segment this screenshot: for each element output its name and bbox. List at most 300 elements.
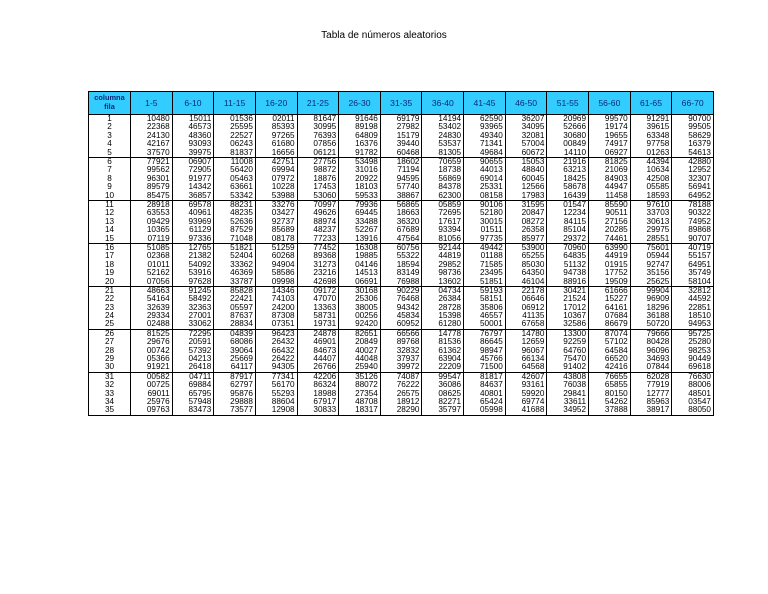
table-cell: 28290 — [380, 406, 422, 415]
table-cell: 12566 — [505, 183, 547, 191]
table-cell: 69884 — [172, 381, 214, 389]
table-cell: 77233 — [297, 234, 339, 243]
table-cell: 84115 — [547, 218, 589, 226]
table-cell: 29676 — [131, 338, 173, 346]
table-cell: 90655 — [464, 157, 506, 166]
column-header: 11-15 — [214, 92, 256, 115]
table-cell: 63213 — [547, 166, 589, 174]
table-cell: 18510 — [672, 312, 714, 320]
table-cell: 48235 — [214, 209, 256, 217]
table-cell: 25625 — [630, 277, 672, 286]
table-cell: 19655 — [589, 132, 631, 140]
table-cell: 87529 — [214, 226, 256, 234]
table-cell: 99570 — [589, 115, 631, 124]
table-cell: 90707 — [672, 234, 714, 243]
table-cell: 81647 — [297, 115, 339, 124]
row-number-cell: 32 — [89, 381, 131, 389]
table-cell: 94342 — [380, 304, 422, 312]
table-cell: 30995 — [297, 123, 339, 131]
table-cell: 14194 — [422, 115, 464, 124]
column-header: 46-50 — [505, 92, 547, 115]
table-cell: 33362 — [214, 261, 256, 269]
table-cell: 18876 — [297, 175, 339, 183]
table-cell: 46369 — [214, 269, 256, 277]
table-cell: 69014 — [464, 175, 506, 183]
table-cell: 64568 — [505, 363, 547, 372]
table-cell: 71585 — [464, 261, 506, 269]
table-cell: 01011 — [131, 261, 173, 269]
table-cell: 00742 — [131, 347, 173, 355]
row-number-cell: 19 — [89, 269, 131, 277]
table-cell: 13916 — [339, 234, 381, 243]
table-cell: 19174 — [589, 123, 631, 131]
table-cell: 69994 — [255, 166, 297, 174]
table-cell: 08272 — [505, 218, 547, 226]
table-cell: 22527 — [214, 132, 256, 140]
table-cell: 70997 — [297, 200, 339, 209]
column-header: 21-25 — [297, 92, 339, 115]
table-cell: 69011 — [131, 390, 173, 398]
table-cell: 42751 — [255, 157, 297, 166]
table-cell: 94595 — [380, 175, 422, 183]
table-cell: 71048 — [214, 234, 256, 243]
table-cell: 09172 — [297, 286, 339, 295]
table-cell: 46573 — [172, 123, 214, 131]
table-cell: 22421 — [214, 295, 256, 303]
table-cell: 72295 — [172, 329, 214, 338]
table-cell: 20591 — [172, 338, 214, 346]
table-cell: 46557 — [464, 312, 506, 320]
table-cell: 32081 — [505, 132, 547, 140]
table-cell: 51085 — [131, 243, 173, 252]
table-cell: 35797 — [422, 406, 464, 415]
table-cell: 30168 — [339, 286, 381, 295]
table-cell: 08178 — [255, 234, 297, 243]
table-cell: 16308 — [339, 243, 381, 252]
table-cell: 68086 — [214, 338, 256, 346]
table-cell: 51259 — [255, 243, 297, 252]
table-cell: 61666 — [589, 286, 631, 295]
table-cell: 33611 — [547, 398, 589, 406]
table-cell: 73577 — [214, 406, 256, 415]
table-cell: 64161 — [589, 304, 631, 312]
table-cell: 30833 — [297, 406, 339, 415]
row-number-cell: 25 — [89, 320, 131, 329]
table-cell: 90106 — [464, 200, 506, 209]
row-number-cell: 13 — [89, 218, 131, 226]
table-cell: 17617 — [422, 218, 464, 226]
table-cell: 91782 — [339, 149, 381, 158]
table-cell: 57948 — [172, 398, 214, 406]
table-cell: 59533 — [339, 192, 381, 201]
column-header: 1-5 — [131, 92, 173, 115]
row-number-cell: 14 — [89, 226, 131, 234]
row-number-cell: 10 — [89, 192, 131, 201]
table-cell: 65424 — [464, 398, 506, 406]
table-cell: 89768 — [380, 338, 422, 346]
table-cell: 32307 — [672, 175, 714, 183]
table-cell: 30613 — [630, 218, 672, 226]
table-cell: 52666 — [547, 123, 589, 131]
table-cell: 32639 — [131, 304, 173, 312]
table-cell: 91921 — [131, 363, 173, 372]
table-cell: 55157 — [672, 252, 714, 260]
table-cell: 85030 — [505, 261, 547, 269]
table-cell: 54164 — [131, 295, 173, 303]
table-cell: 02488 — [131, 320, 173, 329]
table-cell: 14513 — [339, 269, 381, 277]
table-cell: 89868 — [672, 226, 714, 234]
table-cell: 18594 — [380, 261, 422, 269]
table-cell: 31595 — [505, 200, 547, 209]
row-number-cell: 16 — [89, 243, 131, 252]
table-cell: 98872 — [297, 166, 339, 174]
table-cell: 97628 — [172, 277, 214, 286]
table-cell: 67917 — [297, 398, 339, 406]
table-cell: 26358 — [505, 226, 547, 234]
table-cell: 76222 — [380, 381, 422, 389]
table-cell: 39615 — [630, 123, 672, 131]
table-cell: 58629 — [672, 132, 714, 140]
table-cell: 47564 — [380, 234, 422, 243]
table-cell: 93965 — [464, 123, 506, 131]
table-cell: 42607 — [505, 372, 547, 381]
table-cell: 90700 — [672, 115, 714, 124]
table-cell: 17752 — [589, 269, 631, 277]
table-cell: 27354 — [339, 390, 381, 398]
table-cell: 36320 — [380, 218, 422, 226]
table-cell: 88974 — [297, 218, 339, 226]
column-header: 61-65 — [630, 92, 672, 115]
table-cell: 10365 — [131, 226, 173, 234]
table-cell: 53402 — [422, 123, 464, 131]
table-cell: 60952 — [380, 320, 422, 329]
table-cell: 94305 — [255, 363, 297, 372]
table-cell: 92144 — [422, 243, 464, 252]
table-cell: 25976 — [131, 398, 173, 406]
row-number-cell: 2 — [89, 123, 131, 131]
table-cell: 18912 — [380, 398, 422, 406]
table-cell: 12952 — [672, 166, 714, 174]
table-cell: 19731 — [297, 320, 339, 329]
table-cell: 76630 — [672, 372, 714, 381]
table-cell: 74917 — [589, 140, 631, 148]
table-cell: 89198 — [339, 123, 381, 131]
table-cell: 81056 — [422, 234, 464, 243]
table-cell: 15227 — [589, 295, 631, 303]
table-cell: 50001 — [464, 320, 506, 329]
table-cell: 27001 — [172, 312, 214, 320]
table-cell: 85977 — [505, 234, 547, 243]
table-cell: 09763 — [131, 406, 173, 415]
table-cell: 76393 — [297, 132, 339, 140]
table-cell: 54262 — [589, 398, 631, 406]
table-cell: 48237 — [297, 226, 339, 234]
table-cell: 61280 — [422, 320, 464, 329]
table-cell: 27756 — [297, 157, 339, 166]
table-cell: 03427 — [255, 209, 297, 217]
table-cell: 87308 — [255, 312, 297, 320]
table-cell: 85963 — [630, 398, 672, 406]
column-header: 66-70 — [672, 92, 714, 115]
table-cell: 87637 — [214, 312, 256, 320]
table-cell: 69578 — [172, 200, 214, 209]
header-corner-top: columna — [94, 93, 125, 103]
table-cell: 52180 — [464, 209, 506, 217]
table-cell: 17012 — [547, 304, 589, 312]
table-cell: 43808 — [547, 372, 589, 381]
table-cell: 12765 — [172, 243, 214, 252]
table-cell: 07856 — [297, 140, 339, 148]
table-cell: 98253 — [672, 347, 714, 355]
table-cell: 28551 — [630, 234, 672, 243]
table-cell: 79666 — [630, 329, 672, 338]
table-cell: 12659 — [505, 338, 547, 346]
table-cell: 15179 — [380, 132, 422, 140]
table-cell: 51851 — [464, 277, 506, 286]
table-cell: 56865 — [380, 200, 422, 209]
table-cell: 25280 — [672, 338, 714, 346]
table-cell: 44919 — [589, 252, 631, 260]
table-cell: 05998 — [464, 406, 506, 415]
row-number-cell: 27 — [89, 338, 131, 346]
table-cell: 93093 — [172, 140, 214, 148]
table-cell: 76797 — [464, 329, 506, 338]
table-cell: 81536 — [422, 338, 464, 346]
table-cell: 97265 — [255, 132, 297, 140]
table-cell: 45834 — [380, 312, 422, 320]
table-cell: 84903 — [589, 175, 631, 183]
table-cell: 06907 — [172, 157, 214, 166]
table-cell: 56869 — [422, 175, 464, 183]
table-cell: 90322 — [672, 209, 714, 217]
table-cell: 85104 — [547, 226, 589, 234]
table-cell: 39440 — [380, 140, 422, 148]
table-cell: 96909 — [630, 295, 672, 303]
table-cell: 84378 — [422, 183, 464, 191]
table-cell: 60468 — [380, 149, 422, 158]
table-cell: 44407 — [297, 355, 339, 363]
row-number-cell: 7 — [89, 166, 131, 174]
table-cell: 90511 — [589, 209, 631, 217]
table-cell: 39972 — [380, 363, 422, 372]
table-cell: 56170 — [255, 381, 297, 389]
table-cell: 44013 — [464, 166, 506, 174]
table-cell: 41688 — [505, 406, 547, 415]
row-number-cell: 34 — [89, 398, 131, 406]
table-cell: 25669 — [214, 355, 256, 363]
table-cell: 60045 — [505, 175, 547, 183]
table-cell: 06646 — [505, 295, 547, 303]
table-cell: 51132 — [547, 261, 589, 269]
table-cell: 18317 — [339, 406, 381, 415]
table-cell: 65255 — [505, 252, 547, 260]
row-number-cell: 29 — [89, 355, 131, 363]
table-cell: 37570 — [131, 149, 173, 158]
table-cell: 60672 — [505, 149, 547, 158]
table-cell: 22851 — [672, 304, 714, 312]
column-header: 56-60 — [589, 92, 631, 115]
table-cell: 53988 — [255, 192, 297, 201]
table-cell: 06243 — [214, 140, 256, 148]
table-cell: 66520 — [589, 355, 631, 363]
table-cell: 09998 — [255, 277, 297, 286]
table-cell: 85590 — [589, 200, 631, 209]
row-number-cell: 8 — [89, 175, 131, 183]
table-cell: 70960 — [547, 243, 589, 252]
table-cell: 89579 — [131, 183, 173, 191]
table-cell: 81305 — [422, 149, 464, 158]
column-header: 26-30 — [339, 92, 381, 115]
table-cell: 31273 — [297, 261, 339, 269]
table-cell: 22368 — [131, 123, 173, 131]
table-cell: 79936 — [339, 200, 381, 209]
table-cell: 53060 — [297, 192, 339, 201]
row-number-cell: 20 — [89, 277, 131, 286]
table-cell: 01915 — [589, 261, 631, 269]
table-cell: 42508 — [630, 175, 672, 183]
table-cell: 18103 — [339, 183, 381, 191]
table-cell: 77921 — [131, 157, 173, 166]
table-cell: 78188 — [672, 200, 714, 209]
table-cell: 26384 — [422, 295, 464, 303]
table-cell: 91977 — [172, 175, 214, 183]
column-header: 41-45 — [464, 92, 506, 115]
table-cell: 10480 — [131, 115, 173, 124]
table-cell: 95725 — [672, 329, 714, 338]
table-cell: 35126 — [339, 372, 381, 381]
table-cell: 69445 — [339, 209, 381, 217]
table-cell: 33703 — [630, 209, 672, 217]
table-cell: 74087 — [380, 372, 422, 381]
table-cell: 93394 — [422, 226, 464, 234]
table-cell: 05859 — [422, 200, 464, 209]
table-cell: 07972 — [255, 175, 297, 183]
table-cell: 93969 — [172, 218, 214, 226]
table-cell: 86324 — [297, 381, 339, 389]
table-cell: 63553 — [131, 209, 173, 217]
table-cell: 20969 — [547, 115, 589, 124]
table-cell: 57740 — [380, 183, 422, 191]
table-cell: 76468 — [380, 295, 422, 303]
table-cell: 63661 — [214, 183, 256, 191]
table-cell: 20847 — [505, 209, 547, 217]
table-cell: 52162 — [131, 269, 173, 277]
table-cell: 77452 — [297, 243, 339, 252]
table-cell: 08625 — [422, 390, 464, 398]
table-cell: 00725 — [131, 381, 173, 389]
table-cell: 12908 — [255, 406, 297, 415]
table-row — [89, 363, 714, 372]
row-number-cell: 6 — [89, 157, 131, 166]
table-cell: 64350 — [505, 269, 547, 277]
table-cell: 94904 — [255, 261, 297, 269]
table-cell: 40027 — [339, 347, 381, 355]
table-cell: 67689 — [380, 226, 422, 234]
table-cell: 05366 — [131, 355, 173, 363]
table-cell: 04146 — [339, 261, 381, 269]
table-cell: 17983 — [505, 192, 547, 201]
row-number-cell: 31 — [89, 372, 131, 381]
table-cell: 17453 — [297, 183, 339, 191]
table-cell: 28918 — [131, 200, 173, 209]
table-cell: 92747 — [630, 261, 672, 269]
table-cell: 64760 — [547, 347, 589, 355]
table-cell: 94738 — [547, 269, 589, 277]
table-cell: 19509 — [589, 277, 631, 286]
table-cell: 24830 — [422, 132, 464, 140]
row-number-cell: 3 — [89, 132, 131, 140]
table-cell: 98736 — [422, 269, 464, 277]
table-cell: 93161 — [505, 381, 547, 389]
table-cell: 20285 — [589, 226, 631, 234]
table-cell: 94953 — [672, 320, 714, 329]
table-cell: 52404 — [214, 252, 256, 260]
table-cell: 05585 — [630, 183, 672, 191]
table-cell: 53900 — [505, 243, 547, 252]
table-cell: 25306 — [339, 295, 381, 303]
table-cell: 91646 — [339, 115, 381, 124]
table-cell: 14110 — [547, 149, 589, 158]
table-cell: 10634 — [630, 166, 672, 174]
table-cell: 39975 — [172, 149, 214, 158]
table-cell: 29372 — [547, 234, 589, 243]
table-cell: 05944 — [630, 252, 672, 260]
table-cell: 04213 — [172, 355, 214, 363]
table-cell: 88916 — [547, 277, 589, 286]
table-cell: 11458 — [589, 192, 631, 201]
table-cell: 06927 — [589, 149, 631, 158]
table-cell: 10367 — [547, 312, 589, 320]
table-cell: 12234 — [547, 209, 589, 217]
table-cell: 51821 — [214, 243, 256, 252]
table-cell: 60756 — [380, 243, 422, 252]
table-cell: 28834 — [214, 320, 256, 329]
table-cell: 02368 — [131, 252, 173, 260]
table-cell: 14780 — [505, 329, 547, 338]
table-cell: 48501 — [672, 390, 714, 398]
table-cell: 99904 — [630, 286, 672, 295]
table-cell: 54613 — [672, 149, 714, 158]
table-cell: 61680 — [255, 140, 297, 148]
table-cell: 57392 — [172, 347, 214, 355]
table-cell: 84673 — [297, 347, 339, 355]
table-cell: 12777 — [630, 390, 672, 398]
table-cell: 72905 — [172, 166, 214, 174]
table-cell: 10228 — [255, 183, 297, 191]
table-cell: 21916 — [547, 157, 589, 166]
table-cell: 60268 — [255, 252, 297, 260]
table-cell: 70659 — [422, 157, 464, 166]
table-cell: 99505 — [672, 123, 714, 131]
table-cell: 31016 — [339, 166, 381, 174]
table-cell: 76988 — [380, 277, 422, 286]
random-numbers-table — [88, 91, 714, 416]
table-cell: 69774 — [505, 398, 547, 406]
table-cell: 00582 — [131, 372, 173, 381]
table-cell: 26418 — [172, 363, 214, 372]
table-cell: 30015 — [464, 218, 506, 226]
table-cell: 59920 — [505, 390, 547, 398]
header-corner-bottom: fila — [104, 102, 115, 111]
table-cell: 97336 — [172, 234, 214, 243]
table-cell: 42698 — [297, 277, 339, 286]
table-cell: 91402 — [547, 363, 589, 372]
table-cell: 14342 — [172, 183, 214, 191]
table-cell: 58678 — [547, 183, 589, 191]
table-cell: 71500 — [464, 363, 506, 372]
row-number-cell: 12 — [89, 209, 131, 217]
